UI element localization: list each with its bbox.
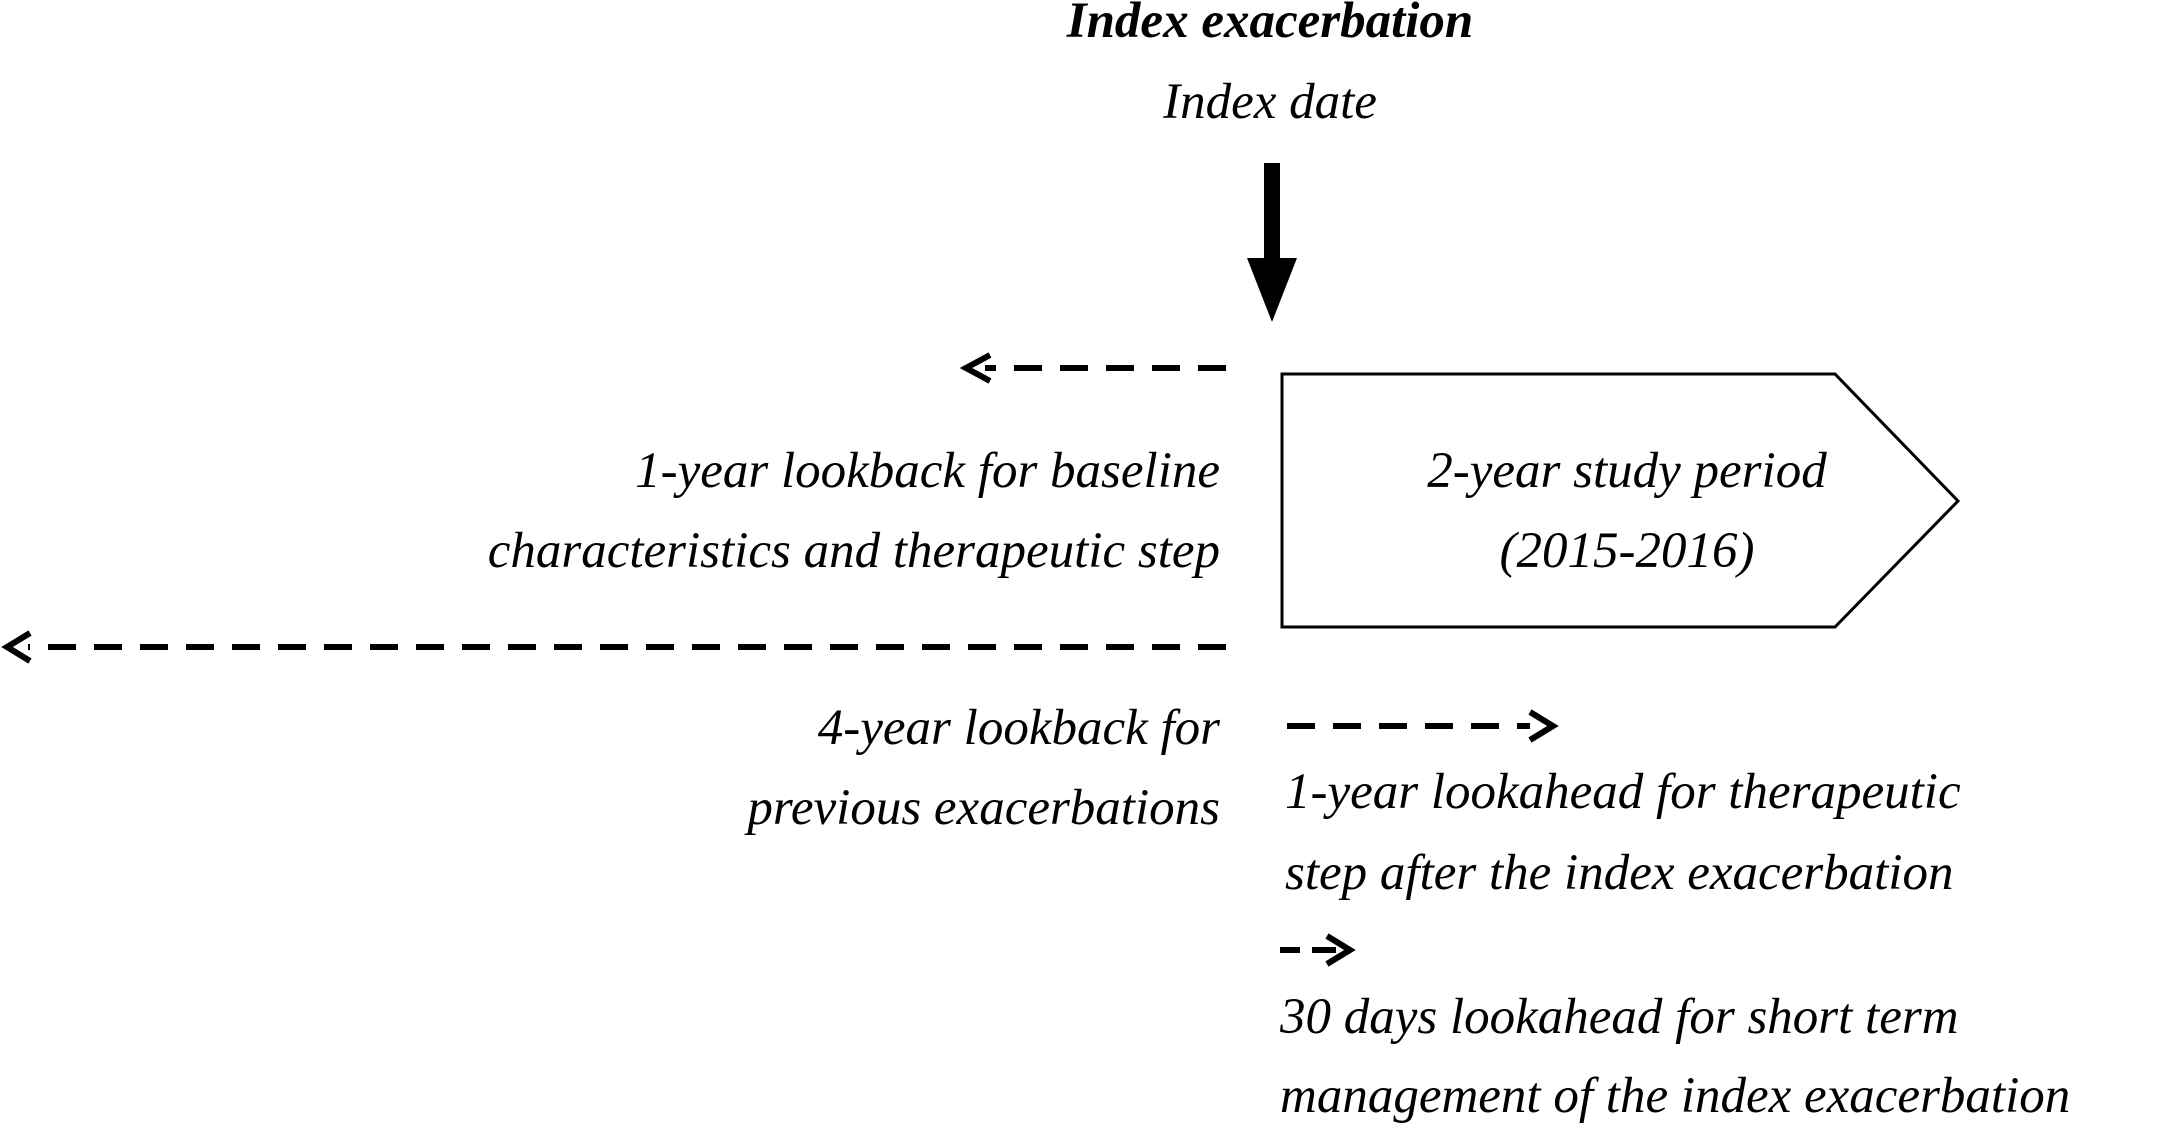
study-period-years: (2015-2016) [1499,523,1755,579]
lookahead-30d-label-line1: 30 days lookahead for short term [1280,989,1959,1045]
index-exacerbation-label: Index exacerbation [1066,0,1474,49]
study-period-label: 2-year study period [1427,443,1827,499]
lookback-1yr-label-line2: characteristics and therapeutic step [487,523,1220,579]
index-date-arrow [1247,163,1297,322]
lookahead-30d-arrow [1280,936,1350,964]
lookahead-30d-label-line2: management of the index exacerbation [1280,1068,2071,1124]
lookback-1yr-label-line1: 1-year lookback for baseline [635,443,1220,499]
lookback-4yr-arrow [7,633,1226,661]
index-date-label: Index date [1163,74,1377,130]
lookahead-1yr-label-line2: step after the index exacerbation [1285,845,1954,901]
study-period-box [1282,374,1958,627]
lookback-4yr-label-line2: previous exacerbations [747,780,1220,836]
lookback-1yr-arrow [966,355,1226,381]
lookback-4yr-label-line1: 4-year lookback for [817,700,1220,756]
lookahead-1yr-label-line1: 1-year lookahead for therapeutic [1285,764,1961,820]
lookahead-1yr-arrow [1287,712,1553,740]
